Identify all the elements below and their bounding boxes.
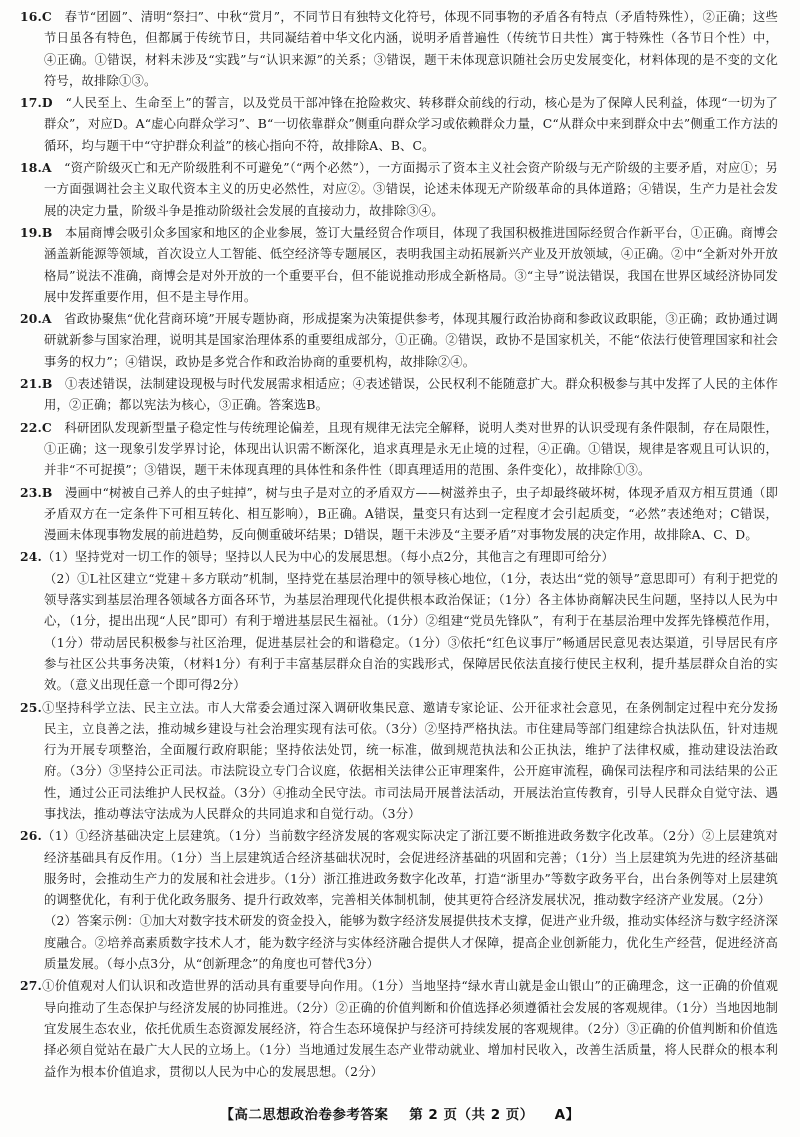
answer-item [20,222,778,308]
answer-text: 本届商博会吸引众多国家和地区的企业参展，签订大量经贸合作项目，体现了我国积极推进国际经贸合作新平台，①正确。商博会涵盖新能源等领域，首次设立人工智能、低空经济等专题展区，表明我国主动拓展新兴产业及开放领域，④正确。②中“全新对外开放格局”说法不准确，商博会是对外开放的一个重要平台，但不能说推动形成全新格局。③“主导”说法错误，我国在世界区域经济协同发展中发挥重要作用，但不是主导作用。 [44,225,778,304]
answer-number: 26. [20,828,42,844]
answer-text: ①坚持科学立法、民主立法。市人大常委会通过深入调研收集民意、邀请专家论证、公开征求社会意见，在条例制定过程中充分发扬民主，立良善之法，推动城乡建设与社会治理实现有法可依。（3分）②坚持严格执法。市住建局等部门组建综合执法队伍，针对违规行为开展专项整治，全面履行政府职能；坚持依法处罚，统一标准，做到规范执法和公正执法，维护了法律权威，推动建设法治政府。（3分）③坚持公正司法。市法院设立专门合议庭，依据相关法律公正审理案件，公开庭审流程，确保司法程序和司法结果的公正性，通过公正司法维护人民权益。（3分）④推动全民守法。市司法局开展普法活动，开展法治宣传教育，引导人民群众自觉守法、遇事找法，推动尊法守法成为人民群众的共同追求和自觉行动。（3分） [41,700,778,821]
answer-number: 27. [20,978,42,994]
answer-text: “人民至上、生命至上”的誓言，以及党员干部冲锋在抢险救灾、转移群众前线的行动，核心是为了保障人民利益，体现“一切为了群众”，对应D。A“虚心向群众学习”、B“一切依靠群众”侧重向群众学习或依赖群众力量，C“从群众中来到群众中去”侧重工作方法的循环，均与题干中“守护群众利益”的核心指向不符，故排除A、B、C。 [44,96,778,153]
answer-text: ①价值观对人们认识和改造世界的活动具有重要导向作用。（1分）当地坚持“绿水青山就是金山银山”的正确理念，这一正确的价值观导向推动了生态保护与经济发展的协同推进。（2分）②正确的价值判断和价值选择必须遵循社会发展的客观规律。（1分）当地因地制宜发展生态农业，依托优质生态资源发展经济，符合生态环境保护与经济可持续发展的客观规律。（2分）③正确的价值判断和价值选择必须自觉站在最广大人民的立场上。（1分）当地通过发展生态产业带动就业、增加村民收入，改善生活质量，将人民群众的根本利益作为根本价值追求，贯彻以人民为中心的发展思想。（2分） [41,979,778,1079]
answer-text: （2）答案示例：①加大对数字技术研发的资金投入，能够为数字经济发展提供技术支撑，促进产业升级，推动实体经济与数字经济深度融合。②培养高素质数字技术人才，能为数字经济与实体经济融合提供人才保障，提高企业创新能力，优化生产经营，促进经济高质量发展。（每小点3分，从“创新理念”的角度也可替代3分） [44,914,778,972]
answer-item [20,569,778,697]
answer-number: 19.B [20,224,53,240]
answer-item [20,911,778,975]
answer-text: “资产阶级灭亡和无产阶级胜利不可避免”（“两个必然”），一方面揭示了资本主义社会资产阶级与无产阶级的主要矛盾，对应①；另一方面强调社会主义取代资本主义的历史必然性，对应②。③错误，论述未体现无产阶级革命的具体道路；④错误，生产力是社会发展的决定力量，阶级斗争是推动阶级社会发展的直接动力，故排除③④。 [44,161,778,218]
answer-number: 18.A [20,160,52,176]
answer-number: 23.B [20,484,53,500]
answer-item [20,546,778,568]
answer-text: 漫画中“树被自己养人的虫子蛀掉”，树与虫子是对立的矛盾双方——树滋养虫子，虫子却最终破坏树，体现矛盾双方相互贯通（即矛盾双方在一定条件下可相互转化、相互影响），B正确。A错误，量变只有达到一定程度才会引起质变，“必然”表述绝对；C错误，漫画未体现事物发展的前进趋势，反向侧重破坏结果；D错误，题干未涉及“主要矛盾”对事物发展的决定作用，故排除A、C、D。 [44,485,778,543]
footer-version: A】 [554,1107,580,1123]
answer-text: （1）坚持党对一切工作的领导；坚持以人民为中心的发展思想。（每小点2分，其他言之有理即可给分） [41,550,614,565]
answer-text: （2）①L社区建立“党建＋多方联动”机制，坚持党在基层治理中的领导核心地位，（1分，表达出“党的领导”意思即可）有利于把党的领导落实到基层治理各领域各方面各环节，为基层治理现代化提供根本政治保证；（1分）各主体协商解决民生问题，坚持以人民为中心，（1分，提出出现“人民”即可）有利于增进基层民生福祉。（1分）②组建“党员先锋队”，有利于在基层治理中发挥先锋模范作用，（1分）带动居民积极参与社区治理，促进基层社会的和谐稳定。（1分）③依托“红色议事厅”畅通居民意见表达渠道，引导居民有序参与社区公共事务决策，（材料1分）有利于丰富基层群众自治的实践形式，保障居民依法直接行使民主权利，提升基层群众自治的实效。（意义出现任意一个即可得2分） [44,571,778,693]
answer-number: 16.C [20,9,52,24]
answer-text: 科研团队发现新型量子稳定性与传统理论偏差，且现有规律无法完全解释，说明人类对世界的认识受现有条件限制，存在局限性，①正确；这一现象引发学界讨论，体现出认识需不断深化，追求真理是永无止境的过程，④正确。①错误，规律是客观且可认识的，并非“不可捉摸”；③错误，题干未体现真理的具体性和条件性（即真理适用的范围、条件变化），故排除①③。 [44,420,778,478]
answer-text: 春节“团圆”、清明“祭扫”、中秋“赏月”，不同节日有独特文化符号，体现不同事物的矛盾各有特点（矛盾特殊性），②正确；这些节日虽各有特色，但都属于传统节日，共同凝结着中华文化内涵，说明矛盾普遍性（传统节日共性）寓于特殊性（各节日个性）中，④正确。①错误，材料未涉及“实践”与“认识来源”的关系；③错误，题干未体现意识随社会历史发展变化，材料体现的是不变的文化符号，故排除①③。 [44,10,778,88]
answer-item [20,157,778,222]
answer-number: 25. [20,699,42,715]
answer-text: （1）①经济基础决定上层建筑。（1分）当前数字经济发展的客观实际决定了浙江要不断推进政务数字化改革。（2分）②上层建筑对经济基础具有反作用。（1分）当上层建筑适合经济基础状况时，会促进经济基础的巩固和完善；（1分）当上层建筑为先进的经济基础服务时，会推动生产力的发展和社会进步。（1分）浙江推进政务数字化改革，打造“浙里办”等数字政务平台，出台条例等对上层建筑的调整优化，有利于优化政务服务、提升行政效率，完善相关体制机制，使其更符合经济发展状况，推动数字经济产业发展。（2分） [41,829,778,908]
answer-item [20,6,778,92]
answer-number: 17.D [20,95,53,111]
answer-list [20,6,778,1083]
answer-item [20,825,778,911]
answer-number: 21.B [20,376,53,392]
footer-subject: 【高二思想政治卷参考答案 [220,1107,389,1123]
answer-number: 20.A [20,311,52,327]
page-footer [0,1105,800,1126]
answer-number: 24. [20,549,42,565]
answer-item [20,308,778,373]
footer-page-number: 第 2 页（共 2 页） [409,1107,534,1123]
answer-item [20,975,778,1082]
answer-item [20,373,778,417]
answer-item [20,417,778,482]
answer-item [20,482,778,547]
answer-item [20,92,778,157]
answer-text: 省政协聚焦“优化营商环境”开展专题协商，形成提案为决策提供参考，体现其履行政治协商和参政议政职能，③正确；政协通过调研就新参与国家治理，说明其是国家治理体系的重要组成部分，①正确。②错误，政协不是国家机关，不能“依法行使管理国家和社会事务的权力”；④错误，政协是多党合作和政治协商的重要机构，故排除②④。 [44,312,778,369]
answer-number: 22.C [20,419,52,435]
answer-text: ①表述错误，法制建设现极与时代发展需求相适应；④表述错误，公民权利不能随意扩大。群众积极参与其中发挥了人民的主体作用，②正确；都以宪法为核心，③正确。答案选B。 [44,377,778,413]
answer-item [20,697,778,826]
